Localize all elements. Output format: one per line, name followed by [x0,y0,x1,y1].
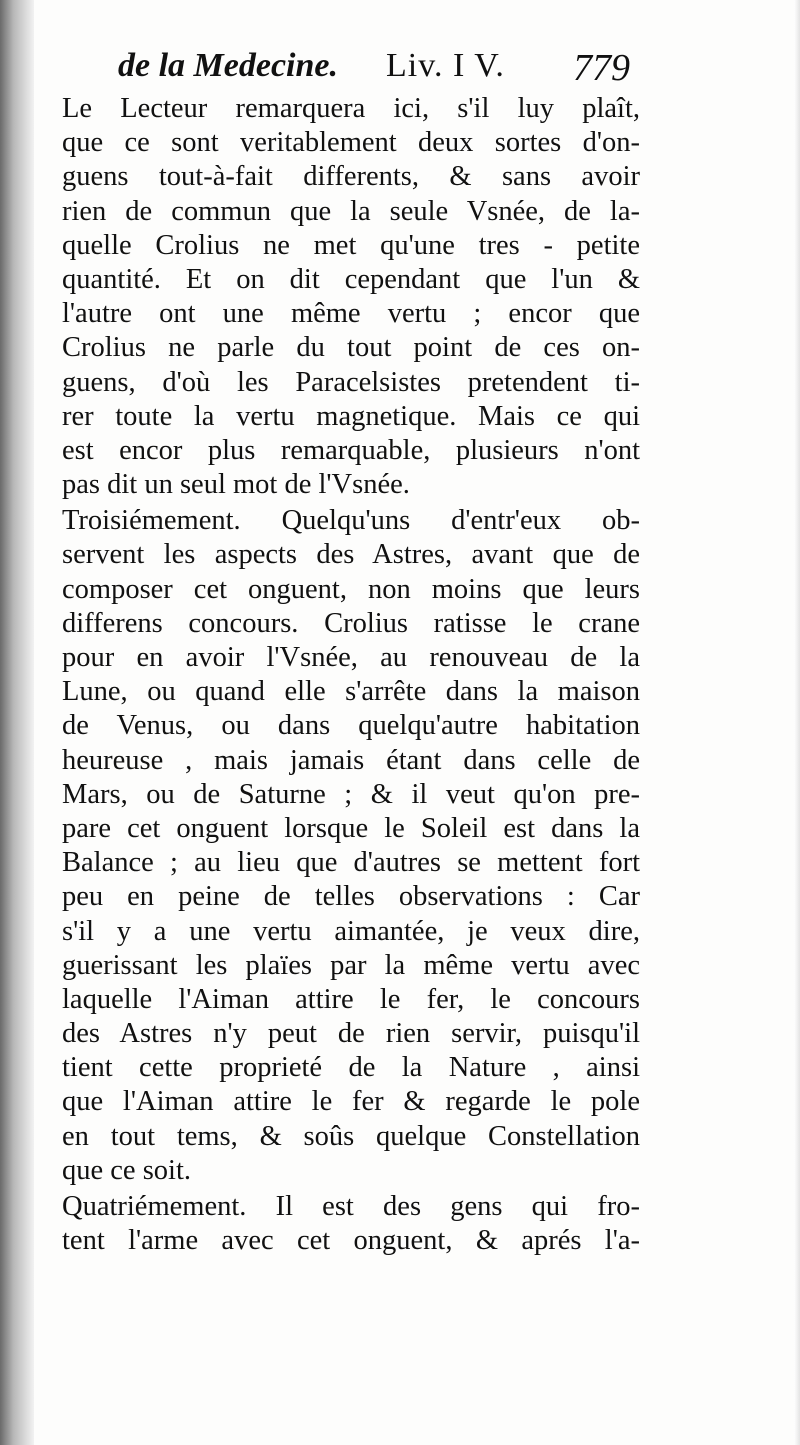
text-line: tent l'arme avec cet onguent, & aprés l'a- [62,1225,640,1257]
running-head [118,40,658,92]
text-line: pare cet onguent lorsque le Soleil est dans la [62,812,640,844]
text-line: composer cet onguent, non moins que leurs [62,573,640,605]
text-line: tient cette proprieté de la Nature , ainsi [62,1052,640,1084]
body-text [62,92,640,1258]
text-line: des Astres n'y peut de rien servir, puisqu'il [62,1018,640,1050]
binding-shadow [0,0,34,1445]
text-line: servent les aspects des Astres, avant que de [62,539,640,571]
text-line: Balance ; au lieu que d'autres se mettent fort [62,847,640,879]
text-line: que ce sont veritablement deux sortes d'on- [62,127,640,159]
text-line: guerissant les plaïes par la même vertu avec [62,949,640,981]
text-line: laquelle l'Aiman attire le fer, le concours [62,983,640,1015]
text-line: quelle Crolius ne met qu'une tres - petite [62,229,640,261]
text-line: Troisiémement. Quelqu'uns d'entr'eux ob- [62,505,640,537]
text-line: peu en peine de telles observations : Car [62,881,640,913]
text-line: est encor plus remarquable, plusieurs n'ont [62,434,640,466]
running-head-title: de la Medecine. [118,47,338,84]
text-line: en tout tems, & soûs quelque Constellation [62,1120,640,1152]
text-line: Crolius ne parle du tout point de ces on- [62,332,640,364]
text-line: que ce soit. [62,1154,192,1186]
text-line: Le Lecteur remarquera ici, s'il luy plaît, [62,93,640,124]
text-line: de Venus, ou dans quelqu'autre habitation [62,710,640,742]
page-number: 779 [573,47,630,89]
text-line: Mars, ou de Saturne ; & il veut qu'on pre- [62,778,640,810]
text-line: rer toute la vertu magnetique. Mais ce qui [62,400,640,432]
text-line: pour en avoir l'Vsnée, au renouveau de la [62,642,640,673]
text-line: guens tout-à-fait differents, & sans avoir [62,161,640,193]
text-line: que l'Aiman attire le fer & regarde le pole [62,1086,640,1118]
text-line: heureuse , mais jamais étant dans celle de [62,744,640,776]
text-line: s'il y a une vertu aimantée, je veux dire, [62,915,640,947]
text-line: l'autre ont une même vertu ; encor que [62,298,640,330]
page-edge [794,0,800,1445]
running-head-book: Liv. I V. [386,47,505,84]
text-line: pas dit un seul mot de l'Vsnée. [62,469,410,501]
text-line: rien de commun que la seule Vsnée, de la- [62,195,640,227]
text-line: Quatriémement. Il est des gens qui fro- [62,1191,640,1222]
text-line: Lune, ou quand elle s'arrête dans la maison [62,676,640,708]
text-line: differens concours. Crolius ratisse le crane [62,607,640,639]
text-line: quantité. Et on dit cependant que l'un & [62,263,640,295]
text-line: guens, d'où les Paracelsistes pretendent ti- [62,366,640,398]
